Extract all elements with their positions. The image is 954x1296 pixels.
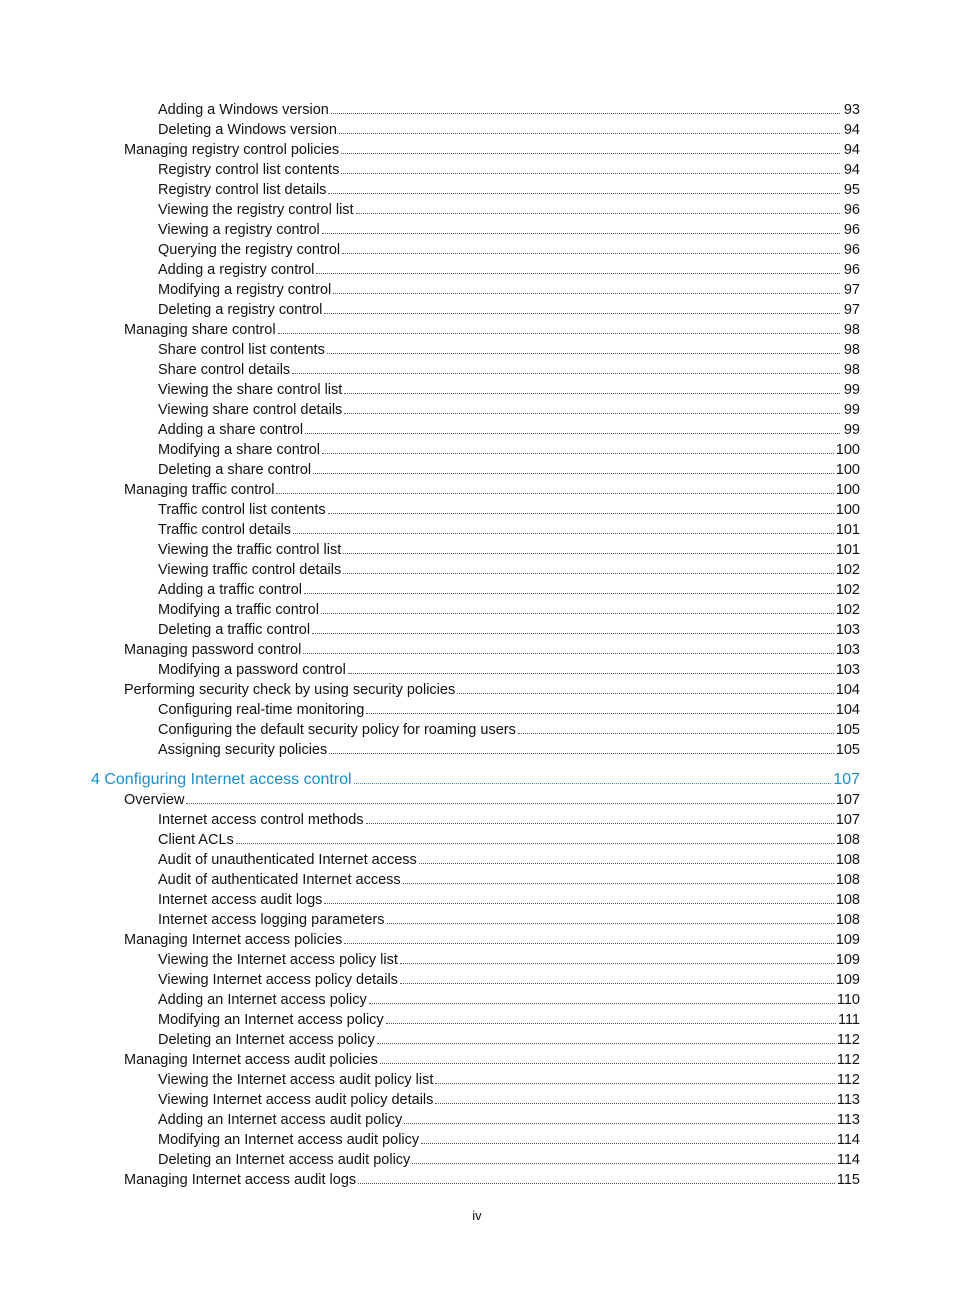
dot-leader [186,803,833,804]
toc-entry-page: 112 [836,1072,860,1088]
toc-entry-title: Share control details [158,362,291,378]
dot-leader [386,1023,836,1024]
toc-entry[interactable] [0,320,954,340]
dot-leader [403,883,834,884]
toc-entry-title: Client ACLs [158,832,234,848]
toc-entry-page: 96 [843,242,860,258]
toc-entry-title: Modifying a registry control [158,282,332,298]
toc-entry-page: 100 [835,442,860,458]
toc-entry-page: 100 [835,502,860,518]
toc-entry-page: 105 [835,742,860,758]
toc-entry-page: 104 [835,682,860,698]
page-number: iv [472,1208,482,1223]
toc-entry[interactable] [0,380,954,400]
dot-leader [339,133,840,134]
toc-entry[interactable] [0,620,954,640]
toc-entry[interactable] [0,910,954,930]
toc-entry-title: Registry control list contents [158,162,340,178]
dot-leader [435,1103,834,1104]
toc-entry-page: 110 [836,992,860,1008]
toc-entry[interactable] [0,870,954,890]
toc-entry-title: Managing Internet access audit policies [124,1052,378,1068]
dot-leader [293,533,834,534]
dot-leader [324,903,833,904]
toc-entry-page: 107 [835,812,860,828]
toc-entry-page: 114 [836,1152,860,1168]
toc-entry-title: Deleting an Internet access policy [158,1032,375,1048]
dot-leader [380,1063,835,1064]
dot-leader [343,553,834,554]
toc-entry[interactable] [0,240,954,260]
toc-entry-page: 112 [836,1032,860,1048]
toc-entry-page: 102 [835,562,860,578]
toc-entry-title: Managing traffic control [124,482,275,498]
dot-leader [333,293,840,294]
dot-leader [435,1083,834,1084]
toc-entry-title: Deleting a registry control [158,302,323,318]
toc-entry[interactable] [0,100,954,120]
toc-entry-title: Deleting a Windows version [158,122,337,138]
toc-entry-page: 108 [835,852,860,868]
toc-entry[interactable] [0,810,954,830]
toc-entry-page: 100 [835,462,860,478]
dot-leader [328,513,834,514]
dot-leader [292,373,840,374]
toc-entry[interactable] [0,990,954,1010]
dot-leader [303,653,833,654]
toc-entry-title: Overview [124,792,185,808]
toc-entry-page: 96 [843,222,860,238]
toc-entry-title: Internet access logging parameters [158,912,385,928]
toc-entry-title: Managing Internet access policies [124,932,343,948]
toc-entry[interactable] [0,790,954,810]
toc-entry-page: 99 [843,382,860,398]
toc-entry[interactable] [0,460,954,480]
dot-leader [518,733,834,734]
toc-entry-page: 104 [835,702,860,718]
toc-entry-page: 103 [835,622,860,638]
toc-entry-page: 113 [836,1112,860,1128]
dot-leader [369,1003,835,1004]
dot-leader [312,633,834,634]
dot-leader [321,613,834,614]
toc-entry[interactable] [0,660,954,680]
dot-leader [348,673,834,674]
toc-entry-title: Registry control list details [158,182,327,198]
toc-entry-page: 99 [843,402,860,418]
toc-entry-title: Adding a traffic control [158,582,303,598]
toc-entry-page: 103 [835,662,860,678]
toc-entry-page: 107 [835,792,860,808]
toc-entry-title: Internet access audit logs [158,892,323,908]
toc-entry[interactable] [0,720,954,740]
toc-entry-title: Deleting a share control [158,462,312,478]
dot-leader [316,273,840,274]
dot-leader [327,353,840,354]
dot-leader [329,753,834,754]
dot-leader [387,923,834,924]
dot-leader [457,693,834,694]
toc-entry[interactable] [0,160,954,180]
toc-entry[interactable] [0,300,954,320]
toc-entry[interactable] [0,480,954,500]
toc-entry-page: 109 [835,952,860,968]
toc-entry-title: Modifying a traffic control [158,602,319,618]
toc-entry-title: Share control list contents [158,342,325,358]
toc-entry-title: Viewing the Internet access policy list [158,952,398,968]
toc-entry-title: Viewing the traffic control list [158,542,342,558]
dot-leader [305,433,840,434]
toc-entry[interactable] [0,970,954,990]
toc-entry-title: Modifying a share control [158,442,320,458]
toc-entry-title: Internet access control methods [158,812,364,828]
toc-entry[interactable] [0,640,954,660]
toc-entry[interactable] [0,850,954,870]
toc-entry-title: Adding a registry control [158,262,315,278]
dot-leader [342,253,840,254]
toc-entry[interactable] [0,420,954,440]
toc-entry-title: 4 Configuring Internet access control [91,771,352,788]
toc-entry[interactable] [0,360,954,380]
dot-leader [377,1043,835,1044]
toc-entry-page: 113 [836,1092,860,1108]
toc-entry-page: 93 [843,102,860,118]
toc-entry[interactable] [0,520,954,540]
toc-entry-title: Managing share control [124,322,276,338]
dot-leader [324,313,840,314]
toc-entry-page: 98 [843,362,860,378]
toc-entry-title: Managing registry control policies [124,142,340,158]
toc-entry-page: 98 [843,322,860,338]
toc-entry[interactable] [0,540,954,560]
toc-entry-title: Audit of unauthenticated Internet access [158,852,417,868]
dot-leader [354,783,832,784]
toc-entry-page: 96 [843,202,860,218]
toc-entry-title: Configuring the default security policy for roaming users [158,722,516,738]
toc-entry-title: Modifying a password control [158,662,346,678]
toc-entry[interactable] [0,680,954,700]
toc-entry-page: 101 [835,542,860,558]
toc-entry[interactable] [0,740,954,760]
dot-leader [322,233,840,234]
toc-entry-title: Adding an Internet access policy [158,992,367,1008]
dot-leader [404,1123,835,1124]
toc-entry-title: Assigning security policies [158,742,328,758]
dot-leader [344,943,833,944]
toc-entry[interactable] [0,120,954,140]
toc-entry-page: 96 [843,262,860,278]
toc-entry[interactable] [0,1170,954,1190]
toc-entry-page: 99 [843,422,860,438]
toc-entry-page: 108 [835,832,860,848]
toc-entry-title: Viewing a registry control [158,222,320,238]
toc-entry[interactable] [0,930,954,950]
toc-entry-page: 109 [835,972,860,988]
toc-entry[interactable] [0,260,954,280]
toc-entry-page: 97 [843,302,860,318]
toc-entry-title: Viewing the share control list [158,382,343,398]
toc-entry-page: 108 [835,872,860,888]
toc-entry[interactable] [0,1030,954,1050]
toc-entry-title: Modifying an Internet access policy [158,1012,384,1028]
toc-entry[interactable] [0,340,954,360]
toc-entry[interactable] [0,180,954,200]
toc-entry[interactable] [0,700,954,720]
toc-entry-page: 102 [835,602,860,618]
dot-leader [344,413,840,414]
toc-entry[interactable] [0,280,954,300]
toc-entry[interactable] [0,580,954,600]
toc-entry-title: Managing password control [124,642,302,658]
toc-entry-title: Deleting a traffic control [158,622,311,638]
toc-entry-page: 114 [836,1132,860,1148]
toc-entry-title: Traffic control details [158,522,291,538]
toc-entry[interactable] [0,1050,954,1070]
toc-entry[interactable] [0,200,954,220]
toc-entry-title: Viewing traffic control details [158,562,342,578]
dot-leader [366,713,833,714]
dot-leader [344,393,840,394]
toc-entry-page: 108 [835,892,860,908]
dot-leader [356,213,840,214]
toc-entry[interactable] [0,400,954,420]
toc-entry-page: 112 [836,1052,860,1068]
toc-entry[interactable] [0,600,954,620]
toc-entry[interactable] [0,1130,954,1150]
toc-entry[interactable] [0,830,954,850]
toc-entry-page: 95 [843,182,860,198]
toc-entry-title: Traffic control list contents [158,502,326,518]
dot-leader [341,153,840,154]
toc-entry-page: 109 [835,932,860,948]
toc-entry-title: Configuring real-time monitoring [158,702,365,718]
toc-entry-title: Audit of authenticated Internet access [158,872,401,888]
toc-entry[interactable] [0,950,954,970]
dot-leader [236,843,834,844]
toc-chapter-entry[interactable] [0,769,954,791]
toc-entry[interactable] [0,1110,954,1130]
dot-leader [412,1163,835,1164]
toc-entry-page: 94 [843,142,860,158]
dot-leader [419,863,834,864]
dot-leader [421,1143,835,1144]
toc-entry-title: Adding an Internet access audit policy [158,1112,403,1128]
toc-entry[interactable] [0,560,954,580]
dot-leader [400,983,834,984]
toc-entry[interactable] [0,440,954,460]
toc-entry-page: 108 [835,912,860,928]
dot-leader [366,823,834,824]
dot-leader [343,573,834,574]
dot-leader [322,453,834,454]
dot-leader [341,173,840,174]
toc-entry[interactable] [0,890,954,910]
toc-entry-title: Adding a Windows version [158,102,329,118]
toc-entry[interactable] [0,1150,954,1170]
toc-entry-title: Managing Internet access audit logs [124,1172,357,1188]
toc-entry-title: Performing security check by using security policies [124,682,456,698]
toc-entry-title: Viewing Internet access audit policy details [158,1092,434,1108]
toc-entry[interactable] [0,220,954,240]
toc-entry-page: 94 [843,122,860,138]
toc-entry-page: 101 [835,522,860,538]
toc-entry-title: Adding a share control [158,422,304,438]
dot-leader [331,113,840,114]
toc-entry-page: 102 [835,582,860,598]
toc-entry[interactable] [0,1090,954,1110]
toc-entry-title: Modifying an Internet access audit policy [158,1132,420,1148]
toc-entry-page: 111 [837,1012,860,1028]
toc-entry-title: Viewing Internet access policy details [158,972,398,988]
toc-entry-page: 103 [835,642,860,658]
toc-entry-page: 98 [843,342,860,358]
toc-entry[interactable] [0,1010,954,1030]
dot-leader [304,593,834,594]
toc-entry-title: Querying the registry control [158,242,341,258]
toc-entry-page: 107 [833,771,860,788]
toc-entry-page: 97 [843,282,860,298]
dot-leader [400,963,834,964]
toc-entry-title: Viewing the registry control list [158,202,354,218]
toc-entry[interactable] [0,1070,954,1090]
dot-leader [313,473,834,474]
toc-entry[interactable] [0,140,954,160]
toc-entry-title: Viewing the Internet access audit policy list [158,1072,434,1088]
toc-entry-page: 105 [835,722,860,738]
table-of-contents [0,100,954,1190]
dot-leader [328,193,840,194]
toc-entry-title: Deleting an Internet access audit policy [158,1152,411,1168]
toc-entry-title: Viewing share control details [158,402,343,418]
dot-leader [358,1183,835,1184]
toc-entry-page: 115 [836,1172,860,1188]
toc-entry-page: 94 [843,162,860,178]
dot-leader [276,493,833,494]
dot-leader [278,333,840,334]
toc-entry[interactable] [0,500,954,520]
toc-entry-page: 100 [835,482,860,498]
